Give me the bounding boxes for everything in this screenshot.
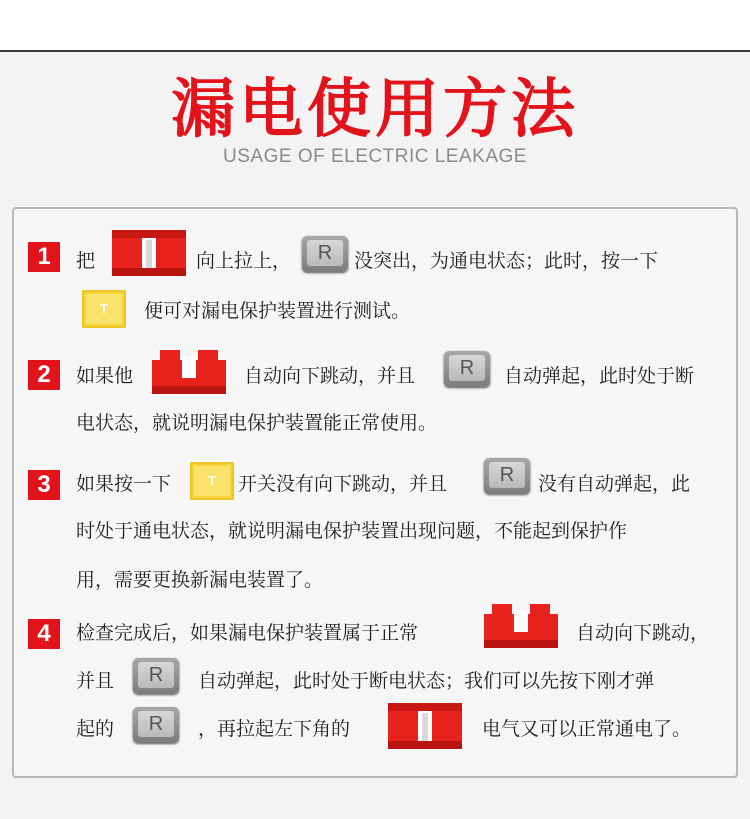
step-3-text-e: 用，需要更换新漏电装置了。 [76,569,324,591]
breaker-up-icon [386,701,464,751]
step-4-text-c: 并且 [76,670,115,692]
breaker-down-icon [482,602,560,650]
reset-key-icon [133,707,179,743]
test-key-icon [82,290,126,328]
step-3-text-b: 开关没有向下跳动，并且 [238,473,448,495]
reset-key-icon [133,658,179,694]
step-4-text-f: ，再拉起左下角的 [198,718,351,740]
step-2-text-d: 电状态，就说明漏电保护装置能正常使用。 [76,412,438,434]
reset-key-label: R [489,462,525,488]
breaker-down-icon [150,348,228,396]
step-4-text-g: 电气又可以正常通电了。 [482,718,692,740]
step-4-text-d: 自动弹起，此时处于断电状态；我们可以先按下刚才弹 [198,670,655,692]
page-title: 漏电使用方法 [171,73,579,147]
breaker-up-icon [110,228,188,278]
reset-key-icon [444,351,490,387]
step-2-text-c: 自动弹起，此时处于断 [504,365,695,387]
page-subtitle: USAGE OF ELECTRIC LEAKAGE [223,146,527,167]
step-4-number: 4 [28,619,60,649]
test-key-label: T [86,294,122,324]
step-3-text-c: 没有自动弹起，此 [538,473,691,495]
step-1-text-c: 没突出，为通电状态；此时，按一下 [354,250,659,272]
step-3-number: 3 [28,470,60,500]
test-key-icon [190,462,234,500]
reset-key-icon [302,236,348,272]
reset-key-label: R [449,355,485,381]
reset-key-label: R [138,711,174,737]
step-1-text-a: 把 [76,250,96,272]
reset-key-icon [484,458,530,494]
step-3-text-d: 时处于通电状态，就说明漏电保护装置出现问题，不能起到保护作 [76,520,628,542]
step-3-text-a: 如果按一下 [76,473,172,495]
step-4-text-e: 起的 [76,718,115,740]
test-key-label: T [194,466,230,496]
step-4-text-a: 检查完成后，如果漏电保护装置属于正常 [76,622,419,644]
step-1-text-b: 向上拉上， [196,250,292,272]
step-4-text-b: 自动向下跳动， [576,622,710,644]
reset-key-label: R [307,240,343,266]
step-1-number: 1 [28,242,60,272]
reset-key-label: R [138,662,174,688]
step-2-number: 2 [28,360,60,390]
step-2-text-a: 如果他 [76,365,134,387]
step-1-text-d: 便可对漏电保护装置进行测试。 [144,300,411,322]
step-2-text-b: 自动向下跳动，并且 [244,365,416,387]
